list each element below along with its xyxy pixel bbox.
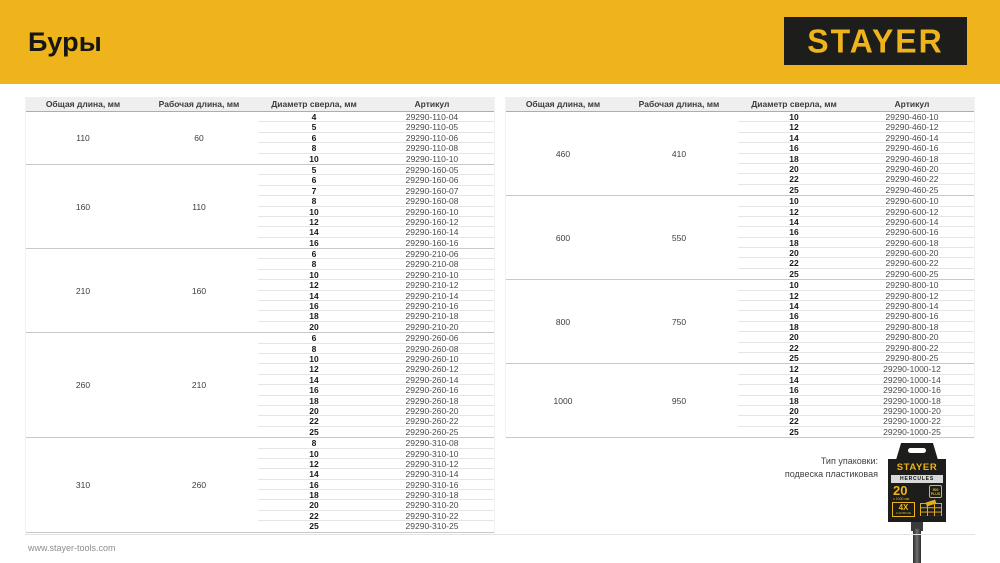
sku-cell: 29290-260-22 bbox=[405, 416, 459, 427]
sku-cell: 29290-210-10 bbox=[405, 269, 459, 280]
table-row bbox=[258, 165, 494, 175]
sku-cell: 29290-260-20 bbox=[405, 405, 459, 416]
table-row bbox=[738, 364, 974, 374]
sku-cell: 29290-1000-25 bbox=[883, 426, 941, 437]
diameter-cell: 20 bbox=[309, 321, 319, 332]
diameter-cell: 25 bbox=[789, 426, 799, 437]
table-row bbox=[258, 500, 494, 510]
sku-cell: 29290-800-14 bbox=[885, 301, 939, 312]
sku-cell: 29290-310-10 bbox=[405, 448, 459, 459]
table-row bbox=[258, 449, 494, 459]
diameter-cell: 22 bbox=[789, 174, 799, 185]
table-row bbox=[738, 291, 974, 301]
diameter-cell: 18 bbox=[789, 321, 799, 332]
working-length-cell: 260 bbox=[191, 479, 207, 490]
diameter-cell: 25 bbox=[789, 268, 799, 279]
table-row bbox=[258, 364, 494, 374]
table-row bbox=[258, 480, 494, 490]
table-row bbox=[258, 175, 494, 185]
diameter-cell: 16 bbox=[309, 385, 319, 396]
table-row bbox=[738, 133, 974, 143]
sku-cell: 29290-260-25 bbox=[405, 426, 459, 437]
sku-cell: 29290-260-16 bbox=[405, 385, 459, 396]
diameter-cell: 10 bbox=[309, 269, 319, 280]
table-row bbox=[258, 249, 494, 259]
package-feature-main: 4X bbox=[898, 502, 909, 512]
sku-cell: 29290-310-25 bbox=[405, 521, 459, 532]
diameter-cell: 25 bbox=[789, 352, 799, 363]
working-length-cell: 110 bbox=[192, 201, 206, 212]
diameter-cell: 25 bbox=[309, 521, 319, 532]
sku-cell: 29290-310-16 bbox=[405, 479, 459, 490]
sku-cell: 29290-260-06 bbox=[405, 333, 459, 344]
sku-cell: 29290-600-16 bbox=[885, 227, 939, 238]
length-group bbox=[506, 364, 974, 438]
diameter-cell: 12 bbox=[789, 206, 799, 217]
package-badge-top: 500 bbox=[932, 488, 939, 492]
total-length-cell: 460 bbox=[555, 148, 571, 159]
diameter-cell: 5 bbox=[311, 122, 317, 133]
sku-cell: 29290-800-20 bbox=[885, 332, 939, 343]
diameter-cell: 18 bbox=[309, 490, 319, 501]
working-length-cell: 750 bbox=[671, 316, 687, 327]
sku-cell: 29290-460-18 bbox=[885, 153, 939, 164]
table-row bbox=[738, 248, 974, 258]
diameter-cell: 8 bbox=[311, 259, 317, 270]
package-feature-box bbox=[892, 502, 915, 517]
page-title: Буры bbox=[28, 27, 103, 57]
diameter-rows bbox=[738, 112, 974, 195]
sku-cell: 29290-260-10 bbox=[405, 353, 459, 364]
sku-cell: 29290-600-25 bbox=[885, 268, 939, 279]
total-length-cell: 1000 bbox=[553, 395, 573, 406]
sku-cell: 29290-600-14 bbox=[885, 216, 939, 227]
table-row bbox=[738, 269, 974, 279]
sku-cell: 29290-600-18 bbox=[885, 237, 939, 248]
diameter-cell: 12 bbox=[309, 458, 319, 469]
table-row bbox=[258, 238, 494, 248]
table-row bbox=[258, 344, 494, 354]
package-badge-bottom: PLUS bbox=[930, 492, 941, 496]
total-length-cell: 260 bbox=[75, 380, 91, 391]
table-row bbox=[738, 343, 974, 353]
sku-cell: 29290-110-10 bbox=[405, 153, 459, 164]
column-header: Диаметр сверла, мм bbox=[751, 99, 837, 109]
sku-cell: 29290-600-10 bbox=[885, 196, 939, 207]
sku-cell: 29290-310-14 bbox=[405, 469, 459, 480]
working-length-cell: 60 bbox=[194, 132, 204, 143]
sku-cell: 29290-160-10 bbox=[405, 206, 459, 217]
total-length-cell: 110 bbox=[76, 132, 90, 143]
package-hanger-slot bbox=[908, 448, 926, 453]
table-row bbox=[258, 207, 494, 217]
sku-cell: 29290-110-08 bbox=[405, 143, 459, 154]
sku-cell: 29290-210-08 bbox=[405, 259, 459, 270]
table-row bbox=[738, 353, 974, 363]
sku-cell: 29290-460-20 bbox=[885, 163, 939, 174]
table-row bbox=[738, 406, 974, 416]
table-row bbox=[738, 280, 974, 290]
package-badge bbox=[929, 485, 942, 498]
length-group bbox=[26, 165, 494, 249]
table-header-row bbox=[506, 97, 974, 112]
sku-cell: 29290-160-12 bbox=[405, 216, 459, 227]
diameter-cell: 12 bbox=[309, 280, 319, 291]
sku-cell: 29290-110-06 bbox=[405, 132, 459, 143]
drill-brick-icon bbox=[920, 503, 942, 516]
diameter-cell: 8 bbox=[311, 143, 317, 154]
total-length-cell: 210 bbox=[75, 285, 91, 296]
diameter-cell: 14 bbox=[309, 469, 319, 480]
diameter-cell: 18 bbox=[309, 311, 319, 322]
table-row bbox=[738, 238, 974, 248]
diameter-rows bbox=[258, 438, 494, 532]
diameter-rows bbox=[738, 364, 974, 437]
product-package-image bbox=[888, 443, 946, 563]
sku-cell: 29290-800-16 bbox=[885, 311, 939, 322]
stayer-logo-text: STAYER bbox=[807, 21, 944, 60]
package-brand-text: STAYER bbox=[896, 462, 938, 473]
table-row bbox=[258, 259, 494, 269]
sku-cell: 29290-160-07 bbox=[405, 185, 459, 196]
diameter-cell: 18 bbox=[789, 395, 799, 406]
diameter-cell: 14 bbox=[309, 290, 319, 301]
diameter-cell: 14 bbox=[309, 227, 319, 238]
diameter-cell: 10 bbox=[309, 206, 319, 217]
packaging-note-line1: Тип упаковки: bbox=[820, 456, 878, 466]
diameter-cell: 18 bbox=[789, 237, 799, 248]
diameter-cell: 12 bbox=[309, 216, 319, 227]
table-row bbox=[258, 333, 494, 343]
diameter-rows bbox=[738, 196, 974, 279]
website-link[interactable]: www.stayer-tools.com bbox=[28, 543, 116, 553]
table-row bbox=[738, 322, 974, 332]
table-row bbox=[738, 427, 974, 437]
table-row bbox=[258, 154, 494, 164]
length-group bbox=[506, 280, 974, 364]
table-row bbox=[258, 122, 494, 132]
total-length-cell: 310 bbox=[75, 479, 91, 490]
table-row bbox=[738, 416, 974, 426]
length-group bbox=[506, 196, 974, 280]
diameter-rows bbox=[258, 249, 494, 332]
package-size-number: 20 bbox=[893, 483, 908, 498]
sku-cell: 29290-800-18 bbox=[885, 321, 939, 332]
column-header: Артикул bbox=[894, 99, 930, 109]
table-row bbox=[738, 258, 974, 268]
sku-cell: 29290-210-06 bbox=[405, 249, 459, 260]
table-row bbox=[738, 227, 974, 237]
diameter-cell: 16 bbox=[309, 301, 319, 312]
diameter-cell: 5 bbox=[311, 164, 317, 175]
diameter-cell: 8 bbox=[311, 438, 317, 449]
table-row bbox=[258, 469, 494, 479]
table-row bbox=[258, 396, 494, 406]
sku-cell: 29290-260-14 bbox=[405, 374, 459, 385]
table-row bbox=[258, 385, 494, 395]
sku-cell: 29290-210-20 bbox=[405, 321, 459, 332]
diameter-cell: 20 bbox=[789, 163, 799, 174]
sku-cell: 29290-460-12 bbox=[885, 122, 939, 133]
sku-cell: 29290-160-16 bbox=[405, 237, 459, 248]
table-row bbox=[258, 406, 494, 416]
table-row bbox=[738, 332, 974, 342]
diameter-cell: 25 bbox=[309, 426, 319, 437]
package-feature-sub: CARBIDE bbox=[895, 510, 912, 515]
table-row bbox=[738, 217, 974, 227]
table-row bbox=[738, 174, 974, 184]
sku-cell: 29290-600-20 bbox=[885, 248, 939, 259]
diameter-cell: 20 bbox=[789, 248, 799, 259]
table-row bbox=[738, 207, 974, 217]
table-row bbox=[258, 521, 494, 531]
diameter-cell: 10 bbox=[789, 280, 799, 291]
working-length-cell: 410 bbox=[671, 148, 687, 159]
sku-cell: 29290-310-20 bbox=[405, 500, 459, 511]
sku-cell: 29290-1000-16 bbox=[883, 385, 941, 396]
sku-cell: 29290-460-10 bbox=[885, 112, 939, 122]
sku-cell: 29290-600-22 bbox=[885, 258, 939, 269]
table-row bbox=[258, 301, 494, 311]
table-row bbox=[738, 164, 974, 174]
sku-cell: 29290-800-25 bbox=[885, 352, 939, 363]
diameter-rows bbox=[738, 280, 974, 363]
sku-cell: 29290-800-22 bbox=[885, 342, 939, 353]
table-row bbox=[258, 186, 494, 196]
table-row bbox=[258, 311, 494, 321]
sku-cell: 29290-160-05 bbox=[405, 164, 459, 175]
column-header: Рабочая длина, мм bbox=[158, 99, 240, 109]
table-row bbox=[258, 133, 494, 143]
sku-cell: 29290-460-16 bbox=[885, 143, 939, 154]
table-row bbox=[738, 122, 974, 132]
working-length-cell: 550 bbox=[671, 232, 687, 243]
length-group bbox=[26, 112, 494, 165]
table-row bbox=[258, 143, 494, 153]
diameter-cell: 10 bbox=[789, 112, 799, 122]
packaging-note bbox=[700, 455, 878, 481]
sku-cell: 29290-210-16 bbox=[405, 301, 459, 312]
diameter-cell: 6 bbox=[311, 249, 317, 260]
diameter-cell: 8 bbox=[311, 196, 317, 207]
table-row bbox=[258, 427, 494, 437]
column-header: Общая длина, мм bbox=[45, 99, 121, 109]
diameter-cell: 14 bbox=[309, 374, 319, 385]
sku-cell: 29290-800-10 bbox=[885, 280, 939, 291]
length-group bbox=[26, 333, 494, 438]
diameter-cell: 14 bbox=[789, 132, 799, 143]
spec-table-left bbox=[25, 97, 495, 533]
working-length-cell: 950 bbox=[671, 395, 687, 406]
column-header: Диаметр сверла, мм bbox=[271, 99, 357, 109]
diameter-cell: 6 bbox=[311, 333, 317, 344]
table-row bbox=[258, 270, 494, 280]
sku-cell: 29290-310-08 bbox=[405, 438, 459, 449]
sku-cell: 29290-210-18 bbox=[405, 311, 459, 322]
working-length-cell: 160 bbox=[191, 285, 207, 296]
package-size-sub: х 1000 мм bbox=[893, 497, 910, 501]
table-row bbox=[258, 217, 494, 227]
diameter-cell: 7 bbox=[311, 185, 317, 196]
diameter-cell: 6 bbox=[311, 132, 317, 143]
sku-cell: 29290-1000-18 bbox=[883, 395, 941, 406]
diameter-cell: 12 bbox=[789, 364, 799, 375]
sku-cell: 29290-800-12 bbox=[885, 290, 939, 301]
total-length-cell: 160 bbox=[75, 201, 91, 212]
diameter-cell: 20 bbox=[789, 405, 799, 416]
diameter-cell: 10 bbox=[789, 196, 799, 207]
sku-cell: 29290-260-18 bbox=[405, 395, 459, 406]
column-header: Артикул bbox=[414, 99, 450, 109]
table-row bbox=[258, 291, 494, 301]
diameter-cell: 22 bbox=[789, 258, 799, 269]
diameter-rows bbox=[258, 165, 494, 248]
table-row bbox=[258, 354, 494, 364]
sku-cell: 29290-160-14 bbox=[405, 227, 459, 238]
sku-cell: 29290-260-08 bbox=[405, 343, 459, 354]
diameter-rows bbox=[258, 333, 494, 437]
table-row bbox=[738, 185, 974, 195]
diameter-cell: 18 bbox=[309, 395, 319, 406]
table-row bbox=[258, 490, 494, 500]
table-header-row bbox=[26, 97, 494, 112]
table-row bbox=[258, 280, 494, 290]
diameter-cell: 10 bbox=[309, 353, 319, 364]
table-row bbox=[258, 196, 494, 206]
sku-cell: 29290-460-22 bbox=[885, 174, 939, 185]
diameter-cell: 20 bbox=[309, 405, 319, 416]
package-series-text: HERCULES bbox=[891, 475, 943, 483]
diameter-cell: 10 bbox=[309, 448, 319, 459]
table-row bbox=[258, 322, 494, 332]
package-size-block bbox=[893, 484, 909, 501]
length-group bbox=[26, 438, 494, 533]
diameter-cell: 16 bbox=[789, 385, 799, 396]
sku-cell: 29290-1000-22 bbox=[883, 416, 941, 427]
diameter-cell: 14 bbox=[789, 374, 799, 385]
table-row bbox=[258, 416, 494, 426]
length-group bbox=[506, 112, 974, 196]
footer-divider bbox=[25, 534, 975, 535]
stayer-logo bbox=[784, 17, 967, 65]
sku-cell: 29290-210-12 bbox=[405, 280, 459, 291]
column-header: Рабочая длина, мм bbox=[638, 99, 720, 109]
length-group bbox=[26, 249, 494, 333]
diameter-cell: 12 bbox=[789, 122, 799, 133]
diameter-cell: 4 bbox=[311, 112, 317, 122]
sku-cell: 29290-1000-12 bbox=[883, 364, 941, 375]
table-row bbox=[738, 196, 974, 206]
table-row bbox=[738, 301, 974, 311]
diameter-cell: 16 bbox=[789, 143, 799, 154]
diameter-cell: 12 bbox=[789, 290, 799, 301]
diameter-rows bbox=[258, 112, 494, 164]
diameter-cell: 16 bbox=[789, 227, 799, 238]
table-row bbox=[258, 438, 494, 448]
diameter-cell: 18 bbox=[789, 153, 799, 164]
diameter-cell: 25 bbox=[789, 184, 799, 195]
diameter-cell: 10 bbox=[309, 153, 319, 164]
sku-cell: 29290-310-12 bbox=[405, 458, 459, 469]
diameter-cell: 20 bbox=[789, 332, 799, 343]
total-length-cell: 600 bbox=[555, 232, 571, 243]
sku-cell: 29290-310-22 bbox=[405, 510, 459, 521]
total-length-cell: 800 bbox=[555, 316, 571, 327]
diameter-cell: 14 bbox=[789, 216, 799, 227]
diameter-cell: 6 bbox=[311, 175, 317, 186]
table-row bbox=[738, 375, 974, 385]
diameter-cell: 22 bbox=[309, 510, 319, 521]
sku-cell: 29290-160-08 bbox=[405, 196, 459, 207]
sku-cell: 29290-460-25 bbox=[885, 184, 939, 195]
table-row bbox=[258, 511, 494, 521]
diameter-cell: 16 bbox=[309, 479, 319, 490]
table-row bbox=[738, 143, 974, 153]
table-row bbox=[738, 396, 974, 406]
diameter-cell: 12 bbox=[309, 364, 319, 375]
sku-cell: 29290-160-06 bbox=[405, 175, 459, 186]
table-row bbox=[258, 375, 494, 385]
diameter-cell: 22 bbox=[309, 416, 319, 427]
sku-cell: 29290-210-14 bbox=[405, 290, 459, 301]
sku-cell: 29290-460-14 bbox=[885, 132, 939, 143]
diameter-cell: 20 bbox=[309, 500, 319, 511]
table-row bbox=[738, 154, 974, 164]
sku-cell: 29290-310-18 bbox=[405, 490, 459, 501]
diameter-cell: 16 bbox=[789, 311, 799, 322]
diameter-cell: 22 bbox=[789, 416, 799, 427]
sku-cell: 29290-1000-20 bbox=[883, 405, 941, 416]
diameter-cell: 16 bbox=[309, 237, 319, 248]
table-row bbox=[738, 385, 974, 395]
sku-cell: 29290-110-04 bbox=[405, 112, 459, 122]
sku-cell: 29290-260-12 bbox=[405, 364, 459, 375]
diameter-cell: 22 bbox=[789, 342, 799, 353]
sku-cell: 29290-1000-14 bbox=[883, 374, 941, 385]
table-row bbox=[738, 112, 974, 122]
table-row bbox=[258, 227, 494, 237]
sku-cell: 29290-600-12 bbox=[885, 206, 939, 217]
sku-cell: 29290-110-05 bbox=[405, 122, 459, 133]
working-length-cell: 210 bbox=[191, 380, 207, 391]
diameter-cell: 8 bbox=[311, 343, 317, 354]
column-header: Общая длина, мм bbox=[525, 99, 601, 109]
packaging-note-line2: подвеска пластиковая bbox=[784, 469, 878, 479]
table-row bbox=[258, 459, 494, 469]
diameter-cell: 14 bbox=[789, 301, 799, 312]
package-card bbox=[888, 459, 946, 522]
table-row bbox=[258, 112, 494, 122]
spec-table-right bbox=[505, 97, 975, 438]
table-row bbox=[738, 311, 974, 321]
